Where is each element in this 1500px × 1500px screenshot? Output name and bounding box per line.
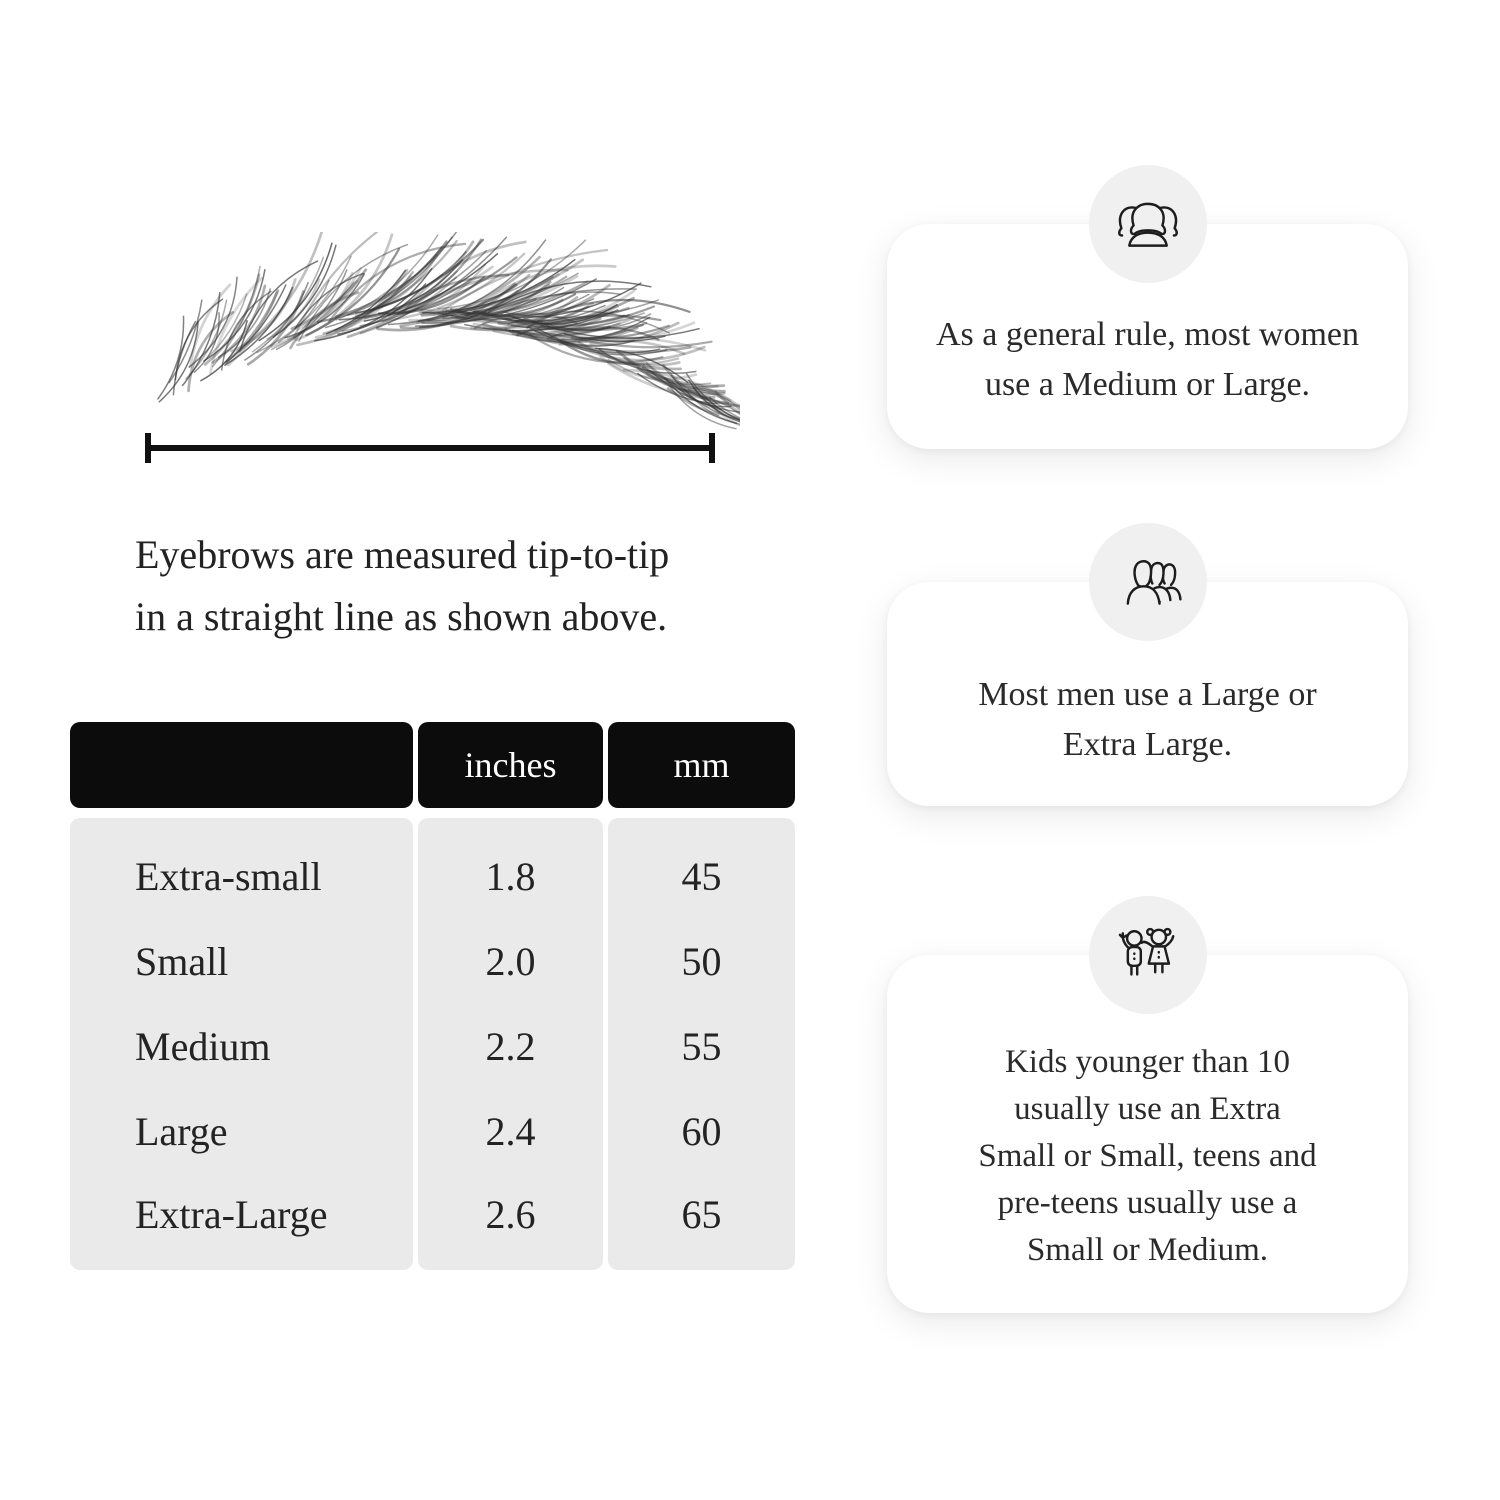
card-text-line: use a Medium or Large. [984,366,1311,403]
table-row [0,1019,850,1075]
mm-value: 65 [681,1192,722,1237]
inches-value: 2.6 [485,1192,536,1237]
table-row [0,1104,850,1160]
card-text-line: Most men use a Large or [978,676,1317,713]
card-text-line: As a general rule, most women [936,316,1359,353]
caption-line-1: Eyebrows are measured tip-to-tip [135,532,670,577]
measurement-caption [135,524,795,648]
inches-value: 1.8 [485,854,536,899]
icon-badge [1089,165,1207,283]
size-label: Extra-Large [135,1192,328,1237]
measurement-end-tick-right [709,433,715,463]
women-group-icon [1112,188,1184,260]
card-text [897,670,1398,770]
card-text [897,310,1398,410]
card-text-line: usually use an Extra [1014,1091,1281,1127]
inches-value: 2.2 [485,1024,536,1069]
info-card-men [887,582,1408,806]
table-row [0,1187,850,1243]
size-label: Large [135,1109,228,1154]
inches-value: 2.4 [485,1109,536,1154]
card-text-line: Extra Large. [1062,726,1233,763]
mm-value: 45 [681,854,722,899]
men-group-icon [1112,546,1184,618]
icon-badge [1089,896,1207,1014]
table-row [0,849,850,905]
table-header-size [70,722,413,808]
table-header-mm: mm [608,722,795,808]
card-text [897,1039,1398,1274]
size-label: Small [135,939,229,984]
measurement-line [145,445,715,451]
inches-value: 2.0 [485,939,536,984]
caption-line-2: in a straight line as shown above. [135,594,668,639]
eyebrow-illustration [100,232,740,444]
table-header-inches: inches [418,722,603,808]
card-text-line: Kids younger than 10 [1004,1044,1291,1080]
mm-value: 55 [681,1024,722,1069]
mm-value: 50 [681,939,722,984]
icon-badge [1089,523,1207,641]
card-text-line: Small or Small, teens and [978,1138,1317,1174]
size-label: Medium [135,1024,271,1069]
measurement-end-tick-left [145,433,151,463]
children-icon [1112,919,1184,991]
table-row [0,934,850,990]
card-text-line: pre-teens usually use a [997,1185,1298,1221]
size-label: Extra-small [135,854,322,899]
info-card-women [887,224,1408,449]
mm-value: 60 [681,1109,722,1154]
info-card-kids [887,955,1408,1313]
card-text-line: Small or Medium. [1026,1232,1269,1268]
